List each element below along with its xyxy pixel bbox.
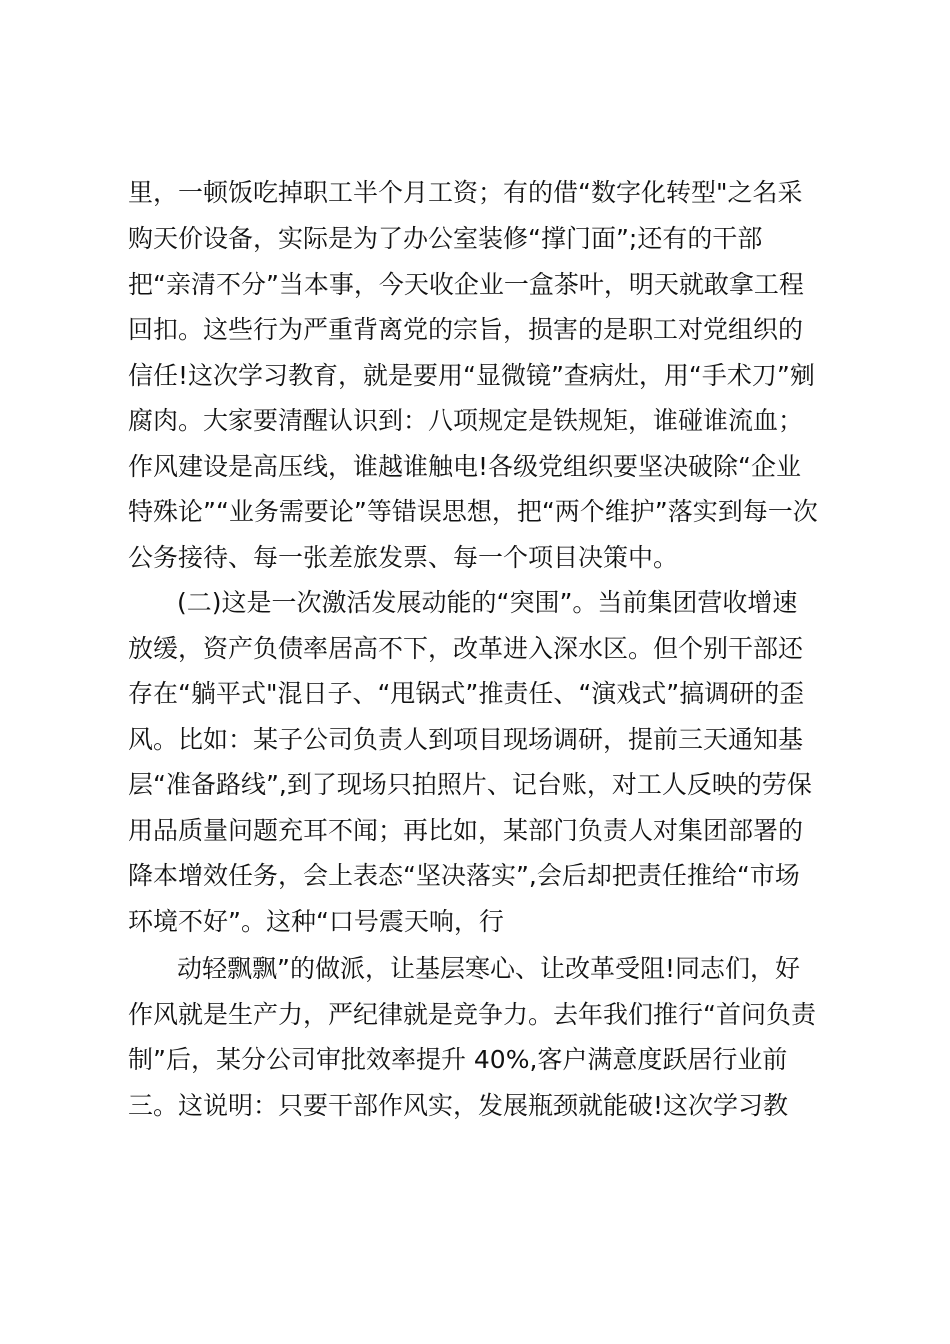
text-line: 作风就是生产力，严纪律就是竞争力。去年我们推行“首问负责 [128, 1000, 816, 1029]
text-line: 降本增效任务，会上表态“坚决落实”,会后却把责任推给“市场 [128, 861, 800, 890]
text-line: 层“准备路线”,到了现场只拍照片、记台账，对工人反映的劳保 [128, 770, 812, 799]
text-line: 环境不好”。这种“口号震天响，行 [128, 907, 504, 936]
text-line: 信任!这次学习教育，就是要用“显微镜”查病灶，用“手术刀”剜 [128, 361, 815, 390]
text-line: 回扣。这些行为严重背离党的宗旨，损害的是职工对党组织的 [128, 315, 804, 344]
text-line: 购天价设备，实际是为了办公室装修“撑门面”;还有的干部 [128, 224, 763, 253]
text-line: 放缓，资产负债率居高不下，改革进入深水区。但个别干部还 [128, 634, 804, 663]
text-line: 作风建设是高压线，谁越谁触电!各级党组织要坚决破除“企业 [128, 452, 801, 481]
text-line: 风。比如：某子公司负责人到项目现场调研，提前三天通知基 [128, 725, 804, 754]
text-line: 存在“躺平式"混日子、“甩锅式”推责任、“演戏式”搞调研的歪 [128, 679, 805, 708]
text-line: 用品质量问题充耳不闻；再比如，某部门负责人对集团部署的 [128, 816, 804, 845]
text-line: 制”后，某分公司审批效率提升 40%,客户满意度跃居行业前 [128, 1045, 788, 1074]
paragraph-heading-line: (二)这是一次激活发展动能的“突围”。当前集团营收增速 [177, 588, 798, 617]
text-line: 特殊论”“业务需要论”等错误思想，把“两个维护”落实到每一次 [128, 497, 818, 526]
text-line: 把“亲清不分”当本事，今天收企业一盒茶叶，明天就敢拿工程 [128, 270, 804, 299]
text-line: 三。这说明：只要干部作风实，发展瓶颈就能破!这次学习教 [128, 1091, 789, 1120]
text-line: 腐肉。大家要清醒认识到：八项规定是铁规矩，谁碰谁流血； [128, 406, 804, 435]
text-line: 动轻飘飘”的做派，让基层寒心、让改革受阻!同志们，好 [177, 954, 800, 983]
text-line: 里，一顿饭吃掉职工半个月工资；有的借“数字化转型"之名采 [128, 178, 803, 207]
text-line: 公务接待、每一张差旅发票、每一个项目决策中。 [128, 543, 679, 572]
